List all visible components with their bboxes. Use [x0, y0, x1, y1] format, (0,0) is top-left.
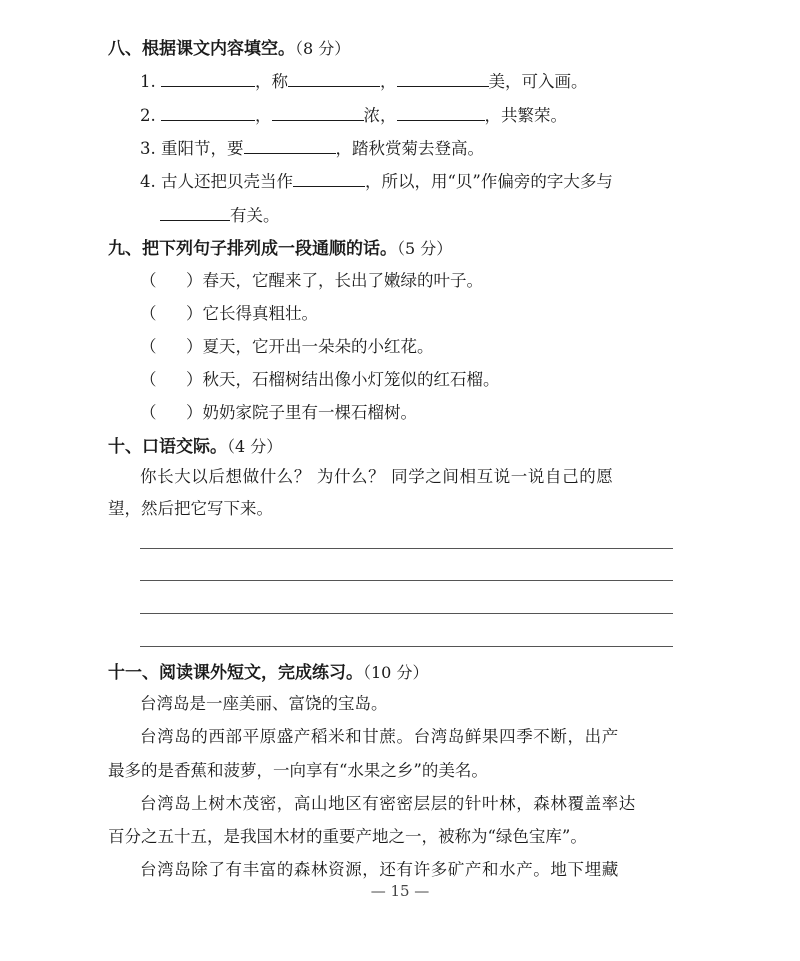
- page-number: — 15 —: [370, 882, 430, 900]
- order-answer-box[interactable]: （: [140, 304, 157, 323]
- answer-blank[interactable]: [244, 138, 336, 154]
- question-text: ，共繁荣。: [484, 106, 567, 125]
- section-10-title: 十、口语交际。: [108, 437, 227, 457]
- section-10-score: （4 分）: [227, 437, 283, 456]
- section-11-title: 十一、阅读课外短文，完成练习。: [108, 663, 363, 683]
- question-text: 浓，: [363, 106, 397, 125]
- question-text: ，: [380, 72, 397, 91]
- passage-paragraph-4-line-1: 台湾岛除了有丰富的森林资源，还有许多矿产和水产。地下埋藏: [140, 860, 619, 879]
- writing-line[interactable]: [140, 646, 673, 647]
- section-9-title: 九、把下列句子排列成一段通顺的话。: [108, 239, 397, 259]
- passage-paragraph-2-line-2: 最多的是香蕉和菠萝，一向享有“水果之乡”的美名。: [108, 761, 488, 780]
- ordering-item: （ ）夏天，它开出一朵朵的小红花。: [140, 333, 434, 357]
- answer-blank[interactable]: [161, 71, 255, 87]
- section-8-question-3: [140, 135, 484, 159]
- section-8-score: （8 分）: [295, 39, 351, 58]
- question-text: 美，可入画。: [488, 72, 588, 91]
- answer-blank[interactable]: [161, 105, 255, 121]
- answer-blank[interactable]: [397, 105, 485, 121]
- ordering-sentence: 奶奶家院子里有一棵石榴树。: [202, 403, 417, 422]
- ordering-sentence: 秋天，石榴树结出像小灯笼似的红石榴。: [202, 370, 500, 389]
- writing-line[interactable]: [140, 548, 673, 549]
- writing-line[interactable]: [140, 580, 673, 581]
- answer-blank[interactable]: [293, 171, 365, 187]
- passage-paragraph-2-line-1: 台湾岛的西部平原盛产稻米和甘蔗。台湾岛鲜果四季不断，出产: [140, 727, 619, 746]
- ordering-sentence: 春天，它醒来了，长出了嫩绿的叶子。: [202, 271, 483, 290]
- answer-blank[interactable]: [397, 71, 489, 87]
- section-8-heading: [108, 34, 350, 59]
- ordering-item: （ ）春天，它醒来了，长出了嫩绿的叶子。: [140, 267, 483, 291]
- ordering-sentence: 夏天，它开出一朵朵的小红花。: [202, 337, 434, 356]
- question-text: 4. 古人还把贝壳当作: [140, 172, 293, 191]
- order-answer-box[interactable]: （: [140, 337, 157, 356]
- ordering-item: （ ）它长得真粗壮。: [140, 300, 318, 324]
- section-10-heading: [108, 432, 282, 457]
- answer-blank[interactable]: [160, 205, 230, 221]
- order-answer-box[interactable]: （: [140, 271, 157, 290]
- passage-paragraph-3-line-2: 百分之五十五，是我国木材的重要产地之一，被称为“绿色宝库”。: [108, 827, 587, 846]
- writing-line[interactable]: [140, 613, 673, 614]
- answer-blank[interactable]: [288, 71, 380, 87]
- question-number: 2.: [140, 106, 156, 125]
- ordering-sentence: 它长得真粗壮。: [202, 304, 318, 323]
- section-10-prompt-line-1: 你长大以后想做什么？ 为什么？ 同学之间相互说一说自己的愿: [140, 467, 614, 486]
- question-text: 有关。: [230, 206, 280, 225]
- section-8-question-4: [140, 168, 613, 192]
- section-9-score: （5 分）: [397, 239, 453, 258]
- section-10-prompt-line-2: 望，然后把它写下来。: [108, 499, 273, 518]
- section-11-heading: [108, 658, 428, 683]
- question-text: ，: [255, 106, 272, 125]
- answer-blank[interactable]: [272, 105, 364, 121]
- ordering-item: （ ）秋天，石榴树结出像小灯笼似的红石榴。: [140, 366, 500, 390]
- section-9-heading: [108, 234, 452, 259]
- question-number: 1.: [140, 72, 156, 91]
- order-answer-box[interactable]: （: [140, 403, 157, 422]
- section-8-question-4-continued: [160, 202, 280, 226]
- ordering-item: （ ）奶奶家院子里有一棵石榴树。: [140, 399, 417, 423]
- passage-paragraph-1: 台湾岛是一座美丽、富饶的宝岛。: [140, 694, 388, 713]
- passage-paragraph-3-line-1: 台湾岛上树木茂密，高山地区有密密层层的针叶林，森林覆盖率达: [140, 794, 636, 813]
- order-answer-box[interactable]: （: [140, 370, 157, 389]
- question-text: ，称: [255, 72, 288, 91]
- section-8-question-1: [140, 68, 588, 92]
- question-text: ，踏秋赏菊去登高。: [335, 139, 484, 158]
- section-11-score: （10 分）: [363, 663, 429, 682]
- section-8-question-2: [140, 102, 567, 126]
- section-8-title: 八、根据课文内容填空。: [108, 39, 295, 59]
- question-text: ，所以，用“贝”作偏旁的字大多与: [365, 172, 613, 191]
- question-text: 3. 重阳节，要: [140, 139, 244, 158]
